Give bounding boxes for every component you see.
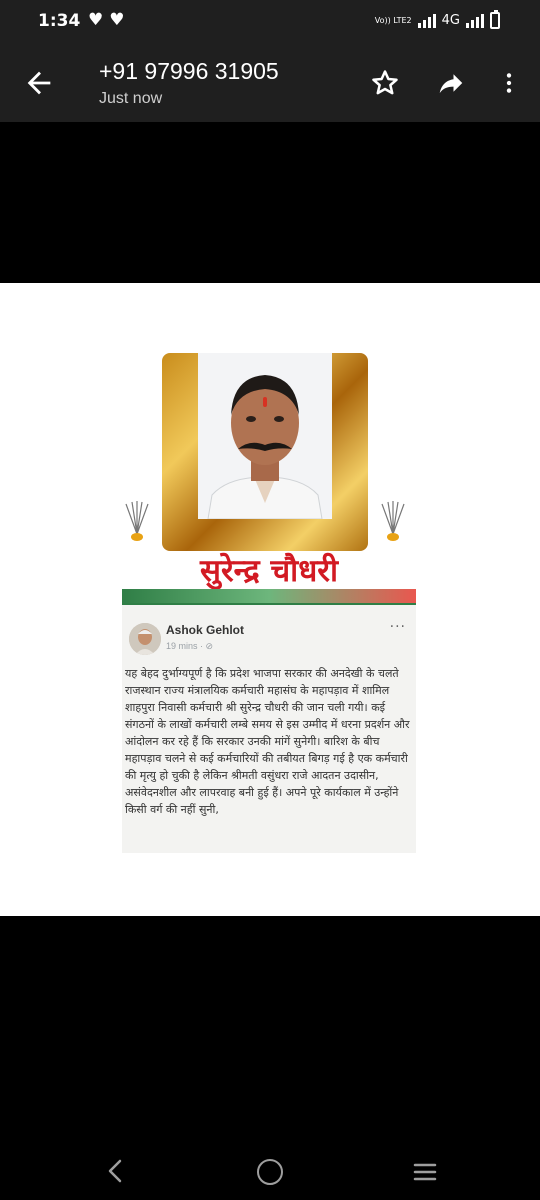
nav-recents-icon[interactable]: [413, 1162, 437, 1182]
incense-icon-right: [378, 498, 408, 543]
nav-home-icon[interactable]: [257, 1159, 283, 1185]
signal-icon-2: [466, 14, 484, 28]
forward-icon[interactable]: [434, 68, 468, 98]
status-bar: [0, 0, 540, 44]
nav-back-icon[interactable]: [104, 1158, 126, 1184]
network-type: 4G: [441, 13, 460, 28]
status-time: 1:34: [38, 11, 81, 31]
deceased-name: सुरेन्द्र चौधरी: [200, 553, 338, 589]
post-menu-icon: ···: [389, 619, 406, 635]
post-author: Ashok Gehlot: [166, 623, 245, 637]
signal-icon: [418, 14, 436, 28]
post-body: यह बेहद दुर्भाग्यपूर्ण है कि प्रदेश भाजपा सरकार की अनदेखी के चलते राजस्थान राज्य मंत्रालयिक कर्मचारी महासंघ के महापड़ाव में शामिल शाहपुरा निवासी कर्मचारी श्री सुरेन्द्र चौधरी की जान चली गयी। कई संगठनों के लाखों कर्मचारी लम्बे समय से इस उम्मीद में धरना प्रदर्शन और आंदोलन कर रहे हैं कि सरकार उनकी मांगें सुनेगी। बारिश के बीच महापड़ाव चलने से कई कर्मचारियों की तबीयत बिगड़ गई है एक कर्मचारी की मृत्यु हो चुकी है लेकिन श्रीमती वसुंधरा राजे आदतन उदासीन, असंवेदनशील और लापरवाह बनी हुई हैं। अपने पूरे कार्यकाल में उन्होंने किसी वर्ग की नहीं सुनी,: [125, 667, 410, 816]
star-icon[interactable]: [370, 68, 400, 98]
avatar: [129, 623, 161, 655]
battery-icon: [490, 12, 500, 29]
man-portrait-illustration: [198, 353, 332, 519]
more-options-icon[interactable]: [496, 66, 522, 100]
heart-icon: ♥♥: [88, 10, 131, 30]
volte-label: Vo)) LTE2: [374, 16, 412, 25]
post-time: 19 mins · ⊘: [166, 641, 214, 651]
image-viewer[interactable]: [0, 283, 540, 916]
incense-icon-left: [122, 498, 152, 543]
social-post-screenshot: [122, 603, 416, 853]
network-indicators: [375, 12, 500, 29]
gold-photo-frame: [162, 353, 368, 551]
sender-title: +91 97996 31905: [99, 58, 279, 84]
back-arrow-icon[interactable]: [22, 66, 56, 100]
tricolor-stripe: [122, 589, 416, 603]
system-nav-bar: [0, 1140, 540, 1200]
sent-time: Just now: [99, 90, 163, 107]
viewer-toolbar: [0, 44, 540, 122]
portrait-photo: [198, 353, 332, 519]
